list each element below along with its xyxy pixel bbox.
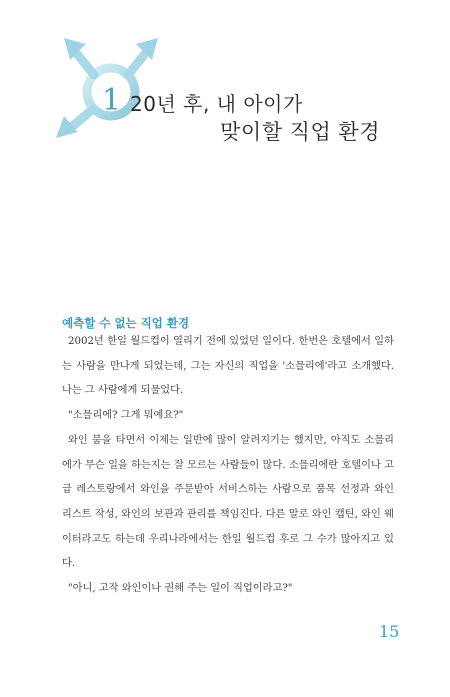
page-number: 15 [379, 622, 400, 641]
body-text [62, 330, 394, 602]
section-heading: 예측할 수 없는 직업 환경 [62, 316, 190, 330]
paragraph: "소믈리에? 그게 뭐예요?" [68, 410, 184, 422]
chapter-number: 1 [102, 83, 122, 118]
chapter-title-line2: 맞이할 직업 환경 [220, 120, 380, 144]
paragraph: "아니, 고작 와인이나 권해 주는 일이 직업이라고?" [68, 583, 293, 595]
chapter-title-line1: 20년 후, 내 아이가 [130, 92, 303, 116]
paragraph: 2002년 한일 월드컵이 열리기 전에 있었던 일이다. 한번은 호텔에서 일하는 사람을 만나게 되었는데, 그는 자신의 직업을 '소믈리에'라고 소개했다. 나는 그 사람에게 되물었다. [62, 336, 394, 397]
paragraph: 와인 붐을 타면서 이제는 일반에 많이 알려지기는 했지만, 아직도 소믈리에가 무슨 일을 하는지는 잘 모르는 사람들이 많다. 소믈리에란 호텔이나 고급 레스토랑에서 와인을 주문받아 서비스하는 사람으로 품목 선정과 와인 리스트 작성, 와인의 보관과 관리를 책임진다. 다른 말로 와인 캡틴, 와인 웨이터라고도 하는데 우리나라에서는 한일 월드컵 후로 그 수가 많아지고 있다. [62, 434, 394, 570]
